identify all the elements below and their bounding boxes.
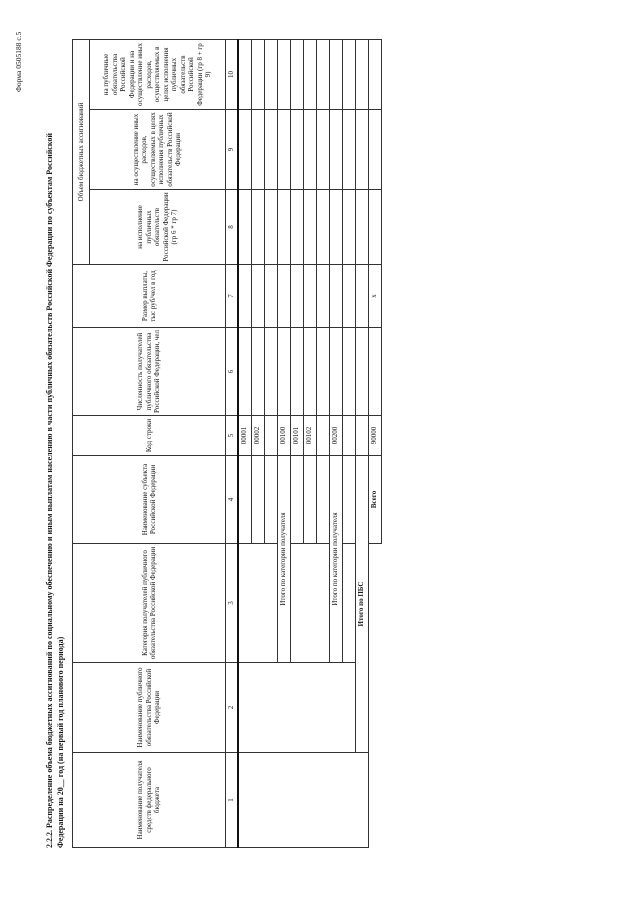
code-cell bbox=[264, 416, 277, 456]
value-cell bbox=[316, 190, 329, 265]
subject-cell bbox=[303, 456, 316, 544]
value-cell bbox=[264, 265, 277, 328]
category-cell bbox=[290, 544, 329, 663]
header-subject: Наименование субъекта Российской Федерации bbox=[73, 456, 226, 544]
value-cell bbox=[303, 39, 316, 109]
value-cell bbox=[264, 328, 277, 416]
table-row bbox=[238, 39, 252, 847]
value-cell bbox=[238, 39, 252, 109]
column-number: 10 bbox=[226, 39, 238, 109]
row-code: 00200 bbox=[329, 416, 342, 456]
value-cell bbox=[316, 39, 329, 109]
payment-size-na: x bbox=[368, 265, 381, 328]
row-code: 00101 bbox=[290, 416, 303, 456]
column-number: 9 bbox=[226, 110, 238, 190]
grand-total-label: Всего bbox=[368, 456, 381, 544]
value-cell bbox=[368, 190, 381, 265]
category-cell bbox=[342, 544, 355, 663]
value-cell bbox=[277, 39, 290, 109]
value-cell bbox=[264, 190, 277, 265]
value-cell bbox=[329, 265, 342, 328]
value-cell bbox=[238, 190, 252, 265]
header-row-code: Код строки bbox=[73, 416, 226, 456]
value-cell bbox=[251, 265, 264, 328]
subtotal-label: Итого по категории получателя bbox=[329, 456, 342, 663]
value-cell bbox=[342, 110, 355, 190]
subject-cell bbox=[251, 456, 264, 544]
column-number: 8 bbox=[226, 190, 238, 265]
row-code: 00002 bbox=[251, 416, 264, 456]
row-code: 00100 bbox=[277, 416, 290, 456]
header-allocation-group: Объем бюджетных ассигнований bbox=[73, 39, 90, 264]
column-numbers-row bbox=[226, 39, 238, 847]
row-code: 00001 bbox=[238, 416, 252, 456]
value-cell bbox=[251, 110, 264, 190]
column-number: 2 bbox=[226, 663, 238, 753]
value-cell bbox=[342, 265, 355, 328]
subject-cell bbox=[316, 456, 329, 544]
header-obligations-execution: на исполнение публичных обязательств Российской Федерации (гр 6 * гр 7) bbox=[89, 190, 225, 265]
value-cell bbox=[355, 110, 368, 190]
value-cell bbox=[277, 328, 290, 416]
value-cell bbox=[329, 110, 342, 190]
value-cell bbox=[355, 190, 368, 265]
value-cell bbox=[264, 110, 277, 190]
value-cell bbox=[251, 39, 264, 109]
value-cell bbox=[303, 190, 316, 265]
value-cell bbox=[264, 39, 277, 109]
value-cell bbox=[368, 39, 381, 109]
column-number: 3 bbox=[226, 544, 238, 663]
header-recipient: Наименование получателя средств федерального бюджета bbox=[73, 753, 226, 848]
header-recipients-count: Численность получателей публичного обязательства Российской Федерации, чел bbox=[73, 328, 226, 416]
value-cell bbox=[368, 110, 381, 190]
code-cell bbox=[316, 416, 329, 456]
value-cell bbox=[329, 39, 342, 109]
value-cell bbox=[368, 328, 381, 416]
header-payment-size: Размер выплаты, тыс руб/чел в год bbox=[73, 265, 226, 328]
value-cell bbox=[251, 190, 264, 265]
value-cell bbox=[355, 265, 368, 328]
column-number: 5 bbox=[226, 416, 238, 456]
value-cell bbox=[290, 328, 303, 416]
value-cell bbox=[290, 265, 303, 328]
value-cell bbox=[303, 328, 316, 416]
column-number: 1 bbox=[226, 753, 238, 848]
section-title bbox=[44, 40, 68, 848]
header-total-allocation: на публичные обязательства Российской Федерации и на осуществление иных расходов, осуществляемых в целях исполнения публичных обязательств Российской Федерации (гр 8 + гр 9) bbox=[89, 39, 225, 109]
value-cell bbox=[316, 110, 329, 190]
code-cell bbox=[355, 416, 368, 456]
value-cell bbox=[290, 110, 303, 190]
obligation-cell bbox=[238, 663, 356, 753]
form-number: Форма 0505188 с.5 bbox=[14, 31, 23, 92]
column-number: 7 bbox=[226, 265, 238, 328]
value-cell bbox=[316, 265, 329, 328]
header-other-expenses: на осуществление иных расходов, осуществляемых в целях исполнения публичных обязательств Российской Федерации bbox=[89, 110, 225, 190]
value-cell bbox=[238, 265, 252, 328]
header-recipient-category: Категория получателей публичного обязательства Российской Федерации bbox=[73, 544, 226, 663]
recipient-cell bbox=[238, 753, 369, 848]
row-code: 90000 bbox=[368, 416, 381, 456]
value-cell bbox=[277, 190, 290, 265]
subject-cell bbox=[342, 456, 355, 544]
category-cell bbox=[238, 544, 278, 663]
subtotal-label: Итого по категории получателя bbox=[277, 456, 290, 663]
subject-cell bbox=[238, 456, 252, 544]
code-cell bbox=[342, 416, 355, 456]
value-cell bbox=[277, 110, 290, 190]
blank-cell bbox=[368, 544, 381, 848]
rotated-page-content bbox=[44, 40, 379, 848]
value-cell bbox=[355, 328, 368, 416]
value-cell bbox=[342, 39, 355, 109]
value-cell bbox=[342, 190, 355, 265]
value-cell bbox=[329, 328, 342, 416]
row-code: 00102 bbox=[303, 416, 316, 456]
value-cell bbox=[329, 190, 342, 265]
allocation-table bbox=[72, 39, 382, 848]
value-cell bbox=[238, 110, 252, 190]
section-title-line-2: Федерации на 20__ год (на первый год планового периода) bbox=[56, 636, 65, 848]
pbs-total-row bbox=[355, 39, 368, 847]
pbs-total-label: Итого по ПБС bbox=[355, 456, 368, 753]
value-cell bbox=[238, 328, 252, 416]
grand-total-row bbox=[368, 39, 381, 847]
value-cell bbox=[290, 190, 303, 265]
section-title-line-1: 2.2.2. Распределение объема бюджетных ассигнований по социальному обеспечению и иным выплатам населению в части публичных обязательств Российской Федерации по субъектам Российской bbox=[45, 133, 54, 848]
subject-cell bbox=[264, 456, 277, 544]
column-number: 4 bbox=[226, 456, 238, 544]
value-cell bbox=[290, 39, 303, 109]
value-cell bbox=[303, 265, 316, 328]
column-number: 6 bbox=[226, 328, 238, 416]
value-cell bbox=[277, 265, 290, 328]
subject-cell bbox=[290, 456, 303, 544]
value-cell bbox=[355, 39, 368, 109]
value-cell bbox=[303, 110, 316, 190]
value-cell bbox=[251, 328, 264, 416]
header-obligation: Наименование публичного обязательства Российской Федерации bbox=[73, 663, 226, 753]
value-cell bbox=[342, 328, 355, 416]
value-cell bbox=[316, 328, 329, 416]
